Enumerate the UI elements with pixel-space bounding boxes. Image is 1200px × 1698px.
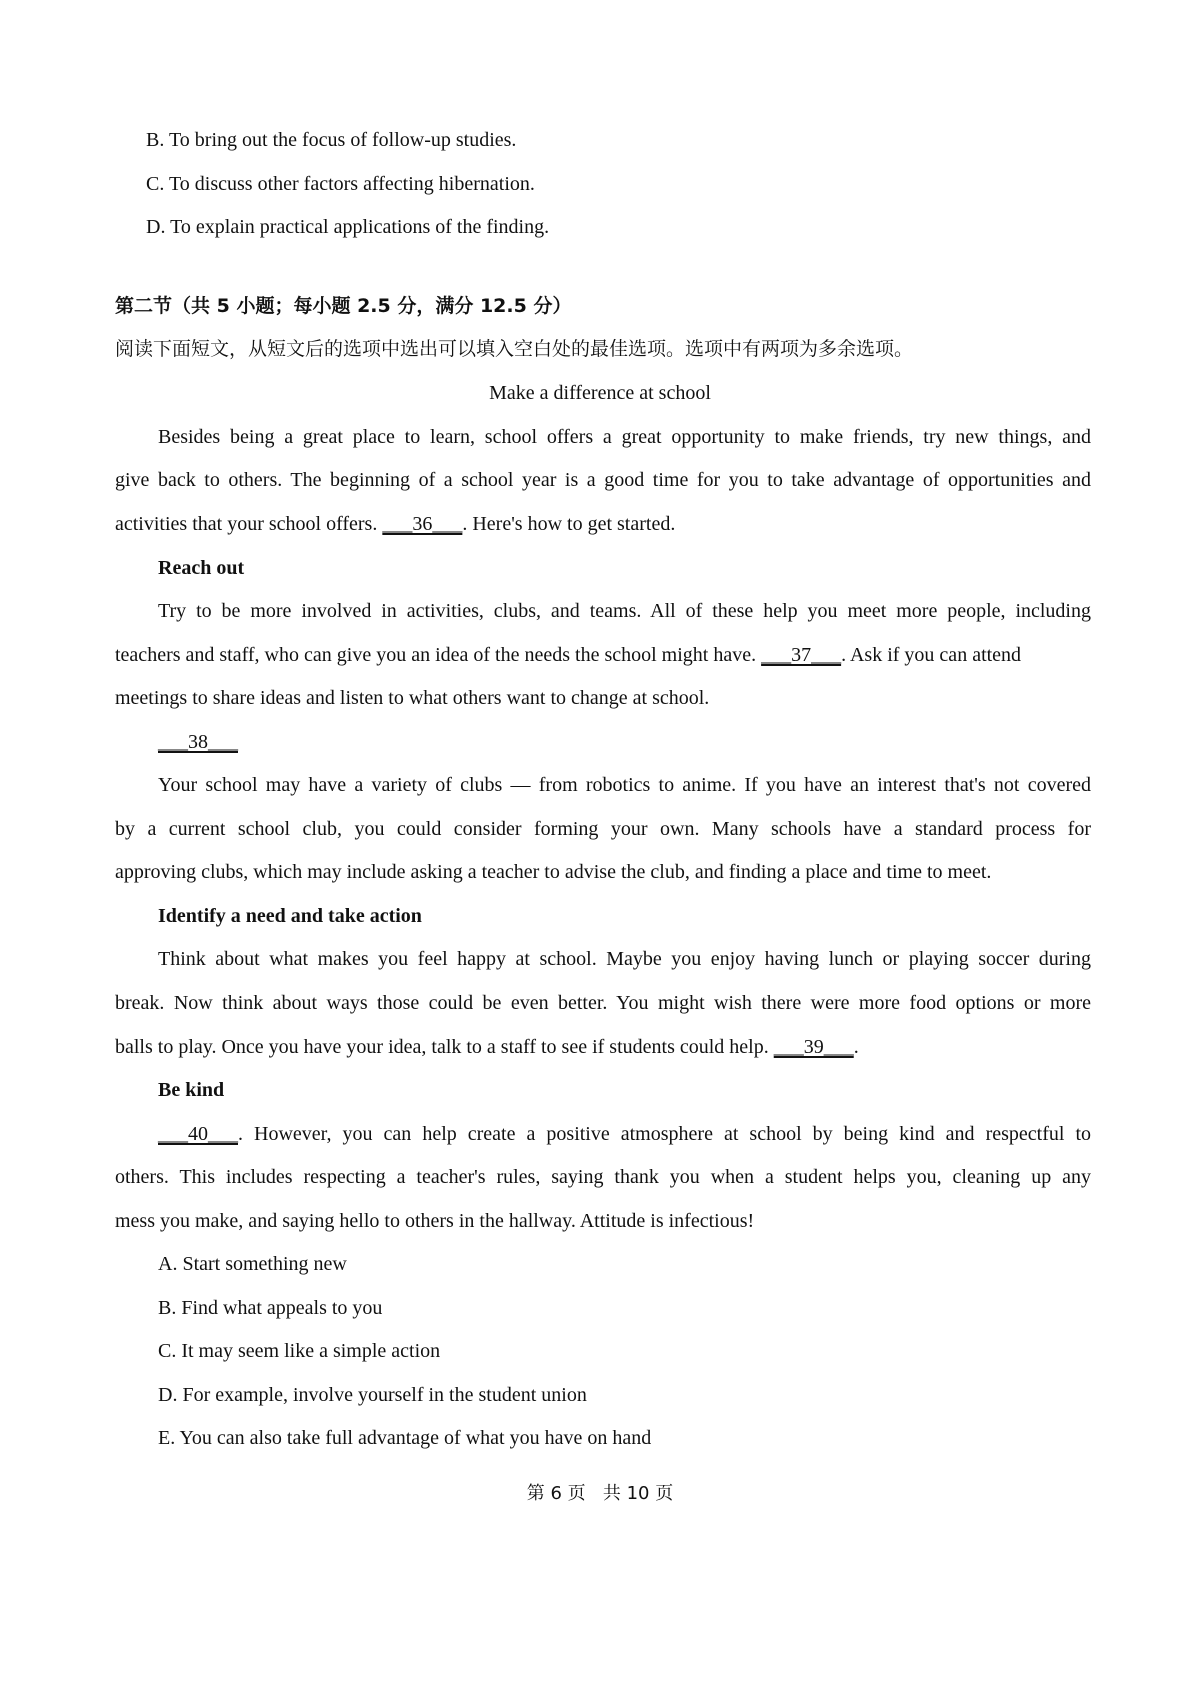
heading-be-kind: Be kind [158, 1079, 225, 1101]
blank-39: ___39___ [773, 1036, 854, 1058]
page-footer: 第 6 页 共 10 页 [526, 1483, 674, 1504]
paragraph-1-line-3 [115, 511, 675, 537]
paragraph-1-line-1: Besides being a great place to learn, school offers a great opportunity to make friends, try new things, and [158, 426, 1091, 448]
paragraph-4-line-3 [115, 1034, 859, 1060]
option-b: B. Find what appeals to you [158, 1297, 383, 1319]
paragraph-2-line-2-end: . Ask if you can attend [841, 644, 1022, 666]
blank-37: ___37___ [761, 644, 842, 666]
paragraph-3-line-1: Your school may have a variety of clubs — from robotics to anime. If you have an interest that's not covered [158, 774, 1091, 796]
blank-40: ___40___ [158, 1123, 238, 1145]
paragraph-5-line-2: others. This includes respecting a teacher's rules, saying thank you when a student helps you, cleaning up any [115, 1166, 1091, 1188]
paragraph-1-line-3-text: activities that your school offers. [115, 513, 378, 535]
paragraph-4-line-1: Think about what makes you feel happy at school. Maybe you enjoy having lunch or playing soccer during [158, 948, 1091, 970]
paragraph-4-line-2: break. Now think about ways those could be even better. You might wish there were more food options or more [115, 992, 1091, 1014]
option-a: A. Start something new [158, 1253, 347, 1275]
prev-option-b: B. To bring out the focus of follow-up studies. [146, 129, 517, 151]
blank-36: ___36___ [382, 513, 463, 535]
paragraph-4-line-3-text: balls to play. Once you have your idea, talk to a staff to see if students could help. [115, 1036, 769, 1058]
paragraph-3-line-2: by a current school club, you could consider forming your own. Many schools have a standard process for [115, 818, 1091, 840]
option-e: E. You can also take full advantage of what you have on hand [158, 1427, 652, 1449]
paragraph-4-line-3-end: . [853, 1036, 859, 1058]
paragraph-5-line-3: mess you make, and saying hello to others in the hallway. Attitude is infectious! [115, 1210, 755, 1232]
paragraph-2-line-3: meetings to share ideas and listen to what others want to change at school. [115, 687, 710, 709]
paragraph-2-line-1: Try to be more involved in activities, clubs, and teams. All of these help you meet more people, including [158, 600, 1091, 622]
paragraph-3-line-3: approving clubs, which may include asking a teacher to advise the club, and finding a place and time to meet. [115, 861, 992, 883]
paragraph-2-line-2 [115, 642, 1021, 668]
paragraph-2-line-2-text: teachers and staff, who can give you an idea of the needs the school might have. [115, 644, 757, 666]
option-c: C. It may seem like a simple action [158, 1340, 441, 1362]
paragraph-1-line-2: give back to others. The beginning of a school year is a good time for you to take advantage of opportunities and [115, 469, 1091, 491]
paragraph-1-line-3-end: . Here's how to get started. [462, 513, 676, 535]
prev-option-d: D. To explain practical applications of the finding. [146, 216, 550, 238]
option-d: D. For example, involve yourself in the student union [158, 1384, 587, 1406]
section-instruction: 阅读下面短文，从短文后的选项中选出可以填入空白处的最佳选项。选项中有两项为多余选项。 [115, 338, 914, 360]
paragraph-5-line-1-text: . However, you can help create a positive atmosphere at school by being kind and respectful to [238, 1123, 1091, 1145]
prev-option-c: C. To discuss other factors affecting hibernation. [146, 173, 535, 195]
passage-title: Make a difference at school [489, 382, 711, 404]
section-heading: 第二节（共 5 小题；每小题 2.5 分，满分 12.5 分） [115, 295, 572, 317]
heading-reach-out: Reach out [158, 557, 245, 579]
heading-identify-a-need: Identify a need and take action [158, 905, 422, 927]
paragraph-5-line-1 [158, 1121, 1091, 1147]
blank-38: ___38___ [158, 731, 238, 753]
